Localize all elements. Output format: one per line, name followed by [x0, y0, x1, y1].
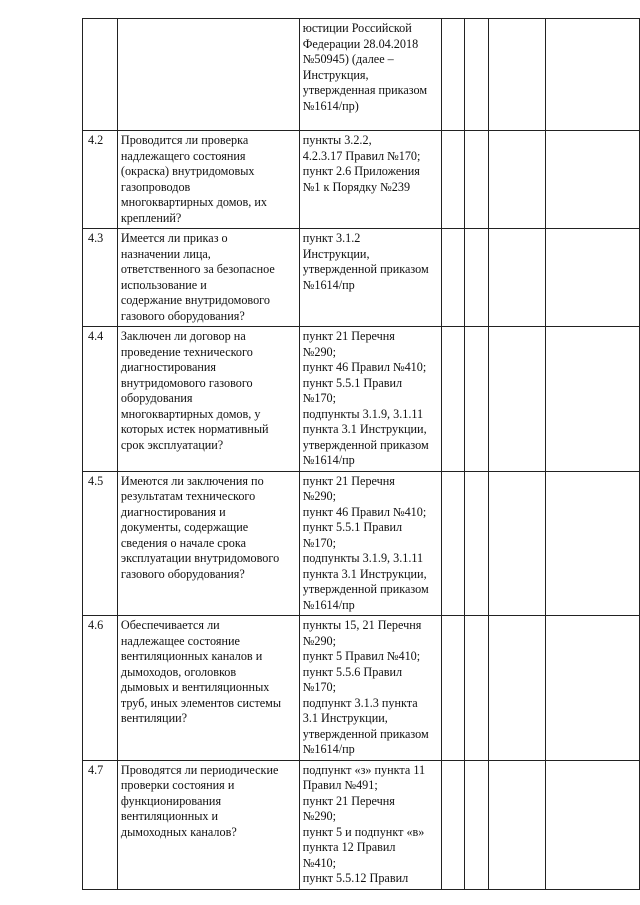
check-cell-na: [489, 760, 546, 889]
reference-cell: пункт 3.1.2 Инструкции, утвержденной приказом №1614/пр: [299, 229, 441, 327]
comment-cell: [545, 131, 639, 229]
check-cell-yes: [441, 19, 465, 131]
comment-cell: [545, 760, 639, 889]
table-row: [83, 327, 640, 472]
reference-cell: пункты 15, 21 Перечня №290; пункт 5 Правил №410; пункт 5.5.6 Правил №170; подпункт 3.1.3 пункта 3.1 Инструкции, утвержденной приказом №1614/пр: [299, 616, 441, 761]
comment-cell: [545, 19, 639, 131]
reference-cell: пункт 21 Перечня №290; пункт 46 Правил №410; пункт 5.5.1 Правил №170; подпункты 3.1.9, 3.1.11 пункта 3.1 Инструкции, утвержденной приказом №1614/пр: [299, 471, 441, 616]
check-cell-yes: [441, 616, 465, 761]
comment-cell: [545, 471, 639, 616]
question-cell: Имеется ли приказ о назначении лица, ответственного за безопасное использование и содержание внутридомового газового оборудования?: [117, 229, 299, 327]
check-cell-no: [465, 229, 489, 327]
checklist-table: [82, 18, 640, 890]
row-number: 4.2: [83, 131, 118, 229]
check-cell-no: [465, 19, 489, 131]
check-cell-yes: [441, 229, 465, 327]
question-cell: Имеются ли заключения по результатам технического диагностирования и документы, содержащие сведения о начале срока эксплуатации внутридомового газового оборудования?: [117, 471, 299, 616]
reference-cell: пункты 3.2.2, 4.2.3.17 Правил №170; пункт 2.6 Приложения №1 к Порядку №239: [299, 131, 441, 229]
check-cell-na: [489, 616, 546, 761]
check-cell-na: [489, 471, 546, 616]
check-cell-yes: [441, 471, 465, 616]
row-number: 4.7: [83, 760, 118, 889]
check-cell-no: [465, 616, 489, 761]
table-row: [83, 229, 640, 327]
check-cell-na: [489, 131, 546, 229]
comment-cell: [545, 327, 639, 472]
table-row: [83, 760, 640, 889]
row-number: 4.4: [83, 327, 118, 472]
check-cell-no: [465, 131, 489, 229]
question-cell: Обеспечивается ли надлежащее состояние вентиляционных каналов и дымоходов, оголовков дымовых и вентиляционных труб, иных элементов системы вентиляции?: [117, 616, 299, 761]
check-cell-na: [489, 229, 546, 327]
table-row: [83, 131, 640, 229]
row-number: 4.6: [83, 616, 118, 761]
question-cell: [117, 19, 299, 131]
check-cell-yes: [441, 327, 465, 472]
reference-cell: подпункт «з» пункта 11 Правил №491; пункт 21 Перечня №290; пункт 5 и подпункт «в» пункта 12 Правил №410; пункт 5.5.12 Правил: [299, 760, 441, 889]
check-cell-no: [465, 760, 489, 889]
row-number: 4.3: [83, 229, 118, 327]
reference-cell: пункт 21 Перечня №290; пункт 46 Правил №410; пункт 5.5.1 Правил №170; подпункты 3.1.9, 3.1.11 пункта 3.1 Инструкции, утвержденной приказом №1614/пр: [299, 327, 441, 472]
question-cell: Заключен ли договор на проведение технического диагностирования внутридомового газового оборудования многоквартирных домов, у которых истек нормативный срок эксплуатации?: [117, 327, 299, 472]
table-row: [83, 19, 640, 131]
check-cell-na: [489, 327, 546, 472]
check-cell-no: [465, 327, 489, 472]
row-number: [83, 19, 118, 131]
check-cell-na: [489, 19, 546, 131]
table-row: [83, 616, 640, 761]
question-cell: Проводится ли проверка надлежащего состояния (окраска) внутридомовых газопроводов многоквартирных домов, их креплений?: [117, 131, 299, 229]
check-cell-no: [465, 471, 489, 616]
reference-cell: юстиции Российской Федерации 28.04.2018 №50945) (далее – Инструкция, утвержденная приказом №1614/пр): [299, 19, 441, 131]
question-cell: Проводятся ли периодические проверки состояния и функционирования вентиляционных и дымоходных каналов?: [117, 760, 299, 889]
comment-cell: [545, 229, 639, 327]
comment-cell: [545, 616, 639, 761]
row-number: 4.5: [83, 471, 118, 616]
check-cell-yes: [441, 760, 465, 889]
check-cell-yes: [441, 131, 465, 229]
table-row: [83, 471, 640, 616]
